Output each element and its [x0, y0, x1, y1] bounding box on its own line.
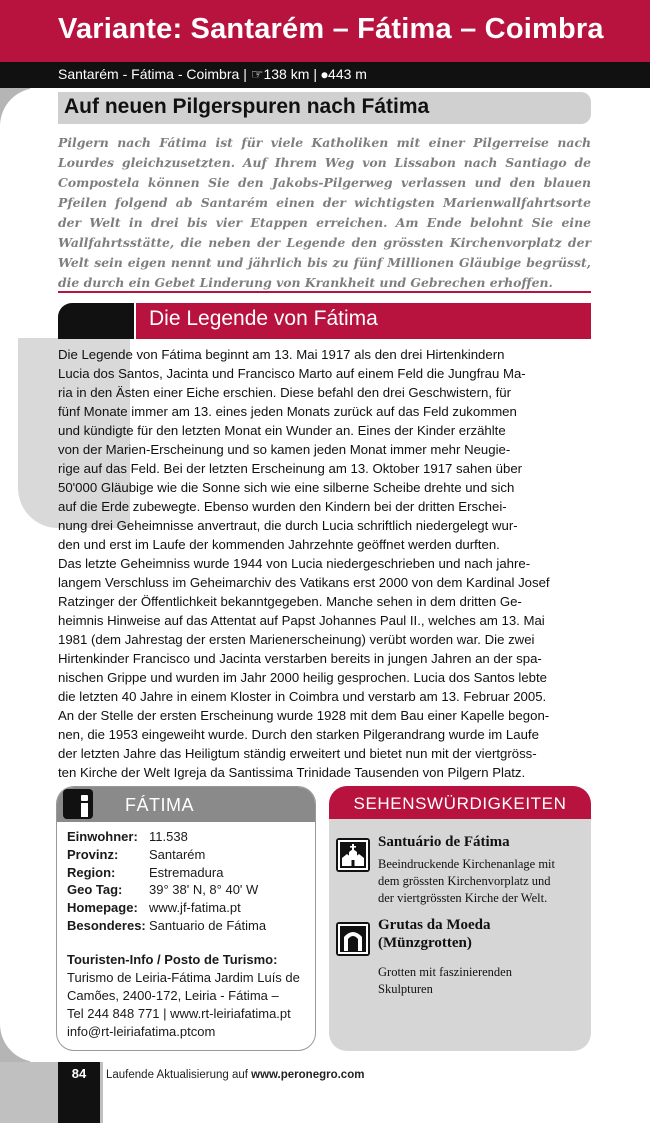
fact-value: 39° 38' N, 8° 40' W: [149, 882, 259, 898]
route-elevation: ⦁443 m: [321, 66, 367, 82]
tourist-info: [67, 951, 300, 1041]
fact-row: [67, 899, 266, 917]
footer-link[interactable]: www.peronegro.com: [251, 1069, 365, 1081]
facts-list: [67, 828, 266, 935]
fact-row: [67, 846, 266, 864]
chapter-title: Variante: Santarém – Fátima – Coimbra: [58, 13, 604, 45]
route-info: [58, 66, 367, 83]
sight-desc-line: Beeindruckende Kirchenanlage mit: [378, 857, 556, 871]
route-separator: |: [313, 66, 318, 82]
body-text-line: und kündigte für den letzten Monat ein Wunder an. Eines der Kinder erzählte: [58, 423, 506, 438]
fact-value: Santuario de Fátima: [149, 917, 267, 933]
sight-description: [378, 964, 512, 998]
body-text-line: nen, die 1953 eingeweiht wurde. Durch den starken Pilgerandrang wurde im Laufe: [58, 727, 539, 742]
body-text-line: nung drei Geheimnisse anvertraut, die durch Lucia schriftlich niedergelegt wur-: [58, 518, 518, 533]
body-text-line: fünf Monate immer am 13. eines jeden Monats zurück auf das Feld zukommen: [58, 404, 517, 419]
route-distance: ☞138 km: [250, 66, 310, 82]
body-text-line: die letzten 40 Jahre in einem Kloster in Coimbra und verstarb am 13. Februar 2005.: [58, 689, 547, 704]
tourist-info-line: Camões, 2400-172, Leiria - Fátima –: [67, 988, 279, 1003]
article-subtitle: Auf neuen Pilgerspuren nach Fátima: [64, 95, 430, 118]
body-text-line: Ratzinger der Öffentlichkeit bekanntgegeben. Manche sehen in dem dritten Ge-: [58, 594, 522, 609]
fact-label: Geo Tag:: [67, 882, 123, 898]
footer-note: [106, 1069, 364, 1081]
body-text-line: Die Legende von Fátima beginnt am 13. Mai 1917 als den drei Hirtenkindern: [58, 347, 505, 362]
fact-label: Homepage:: [67, 900, 138, 916]
intro-paragraph: Pilgern nach Fátima ist für viele Katholiken mit einer Pilgerreise nach Lourdes gleichzusetzten. Auf Ihrem Weg von Lissabon nach Santiago de Compostela können Sie den Jakobs-Pilgerweg verlassen und den blauen Pfeilen folgend ab Santarém einen der wichtigsten Marienwallfahrtsorte der Welt in drei bis vier Etappen erreichen. Am Ende belohnt Sie eine Wallfahrtsstätte, die neben der Legende den grössten Kirchenvorplatz der Welt sein eigen nennt und jährlich bis zu fünf Millionen Gläubige begrüsst, die durch ein Gebet Linderung von Krankheit und Gebrechen erhoffen.: [58, 135, 591, 290]
body-text-line: An der Stelle der ersten Erscheinung wurde 1928 mit dem Bau einer Kapelle begon-: [58, 708, 550, 723]
section-heading-tab: [58, 303, 134, 339]
body-text-line: nischen Grippe und wurden im Jahr 2000 heilig gesprochen. Lucia dos Santos lebte: [58, 670, 547, 685]
route-separator: |: [243, 66, 247, 82]
fact-label: Besonderes:: [67, 917, 146, 933]
fact-value: 11.538: [149, 829, 188, 844]
fact-row: [67, 881, 266, 899]
sights-box-title: SEHENSWÜRDIGKEITEN: [353, 794, 567, 813]
info-box-header: [57, 787, 316, 822]
body-text-line: 50'000 Gläubige wie die Sonne sich wie eine silberne Scheibe drehte und sich: [58, 480, 515, 495]
sight-name: Grutas da Moeda: [378, 917, 491, 933]
fact-row: [67, 917, 266, 935]
info-icon-stem: [77, 803, 88, 817]
sight-name-alt: (Münzgrotten): [378, 935, 472, 951]
info-box: [56, 786, 316, 1051]
body-text-line: von der Marien-Erscheinung und so kamen jeden Monat immer mehr Neugie-: [58, 442, 511, 457]
body-text-line: 1981 (dem Jahrestag der ersten Marienerscheinung) verübt worden war. Die zwei: [58, 632, 535, 647]
body-text-line: heimnis Hinweise auf das Attentat auf Papst Johannes Paul II., welches am 13. Mai: [58, 613, 545, 628]
body-text-line: den und erst im Laufe der kommenden Jahrzehnte geöffnet werden durften.: [58, 537, 500, 552]
divider: [58, 291, 591, 293]
section-title: Die Legende von Fátima: [149, 307, 378, 330]
body-text-line: ria in den Ästen einer Eiche erschien. Diese befahl den drei Geschwistern, für: [58, 385, 512, 400]
info-icon-dot: [81, 795, 88, 801]
fact-row: [67, 864, 266, 882]
footer-note-text: Laufende Aktualisierung auf: [106, 1069, 252, 1081]
body-text-line: rige auf das Feld. Bei der letzten Erscheinung am 13. Oktober 1917 sahen über: [58, 461, 523, 476]
fact-value: Estremadura: [149, 864, 224, 880]
fact-label: Provinz:: [67, 846, 119, 862]
body-text-line: Das letzte Geheimniss wurde 1944 von Lucia niedergeschrieben und nach jahre-: [58, 556, 531, 571]
fact-label: Einwohner:: [67, 829, 138, 844]
fact-value: www.jf-fatima.pt: [149, 900, 241, 916]
body-text-line: auf die Erde zubewegte. Ebenso wurden den Kindern bei der dritten Erschei-: [58, 499, 507, 514]
sight-description: [378, 856, 555, 907]
tourist-info-heading: Touristen-Info / Posto de Turismo:: [67, 952, 278, 967]
sight-name: Santuário de Fátima: [378, 834, 510, 850]
info-icon: [63, 789, 93, 819]
cave-arch-icon: [336, 922, 370, 956]
body-text-line: Hirtenkinder Francisco und Jacinta verstarben bereits in jungen Jahren an der spa-: [58, 651, 542, 666]
body-text-line: Lucia dos Santos, Jacinta und Francisco Marto auf einem Feld die Jungfrau Ma-: [58, 366, 526, 381]
sight-desc-line: Grotten mit faszinierenden: [378, 965, 512, 979]
body-text-line: der letzten Jahre das Heiligtum ständig erweitert und bietet nun mit der viertgröss-: [58, 746, 537, 761]
tourist-info-line: info@rt-leiriafatima.ptcom: [67, 1024, 216, 1039]
tourist-info-line: Turismo de Leiria-Fátima Jardim Luís de: [67, 970, 300, 985]
body-text-line: langem Verschluss im Geheimarchiv des Vatikans erst 2000 von dem Kardinal Josef: [58, 575, 550, 590]
page-number: 84: [71, 1066, 87, 1081]
tourist-info-line: Tel 244 848 771 | www.rt-leiriafatima.pt: [67, 1006, 291, 1021]
church-icon: [336, 838, 370, 872]
sight-desc-line: Skulpturen: [378, 982, 433, 996]
tourist-info-lines: [67, 969, 300, 1041]
sight-desc-line: der viertgrössten Kirche der Welt.: [378, 891, 548, 905]
info-box-title: FÁTIMA: [125, 795, 194, 815]
sights-box: [329, 786, 591, 1051]
fact-label: Region:: [67, 864, 116, 880]
fact-value: Santarém: [149, 846, 206, 862]
sights-box-header: [329, 786, 591, 819]
route-names: Santarém - Fátima - Coimbra: [58, 66, 240, 82]
body-text: [58, 345, 591, 782]
sight-desc-line: dem grössten Kirchenvorplatz und: [378, 874, 551, 888]
fact-row: [67, 828, 266, 846]
body-text-line: ten Kirche der Welt Igreja da Santissima Trinidade Tausenden von Pilgern Platz.: [58, 765, 526, 780]
